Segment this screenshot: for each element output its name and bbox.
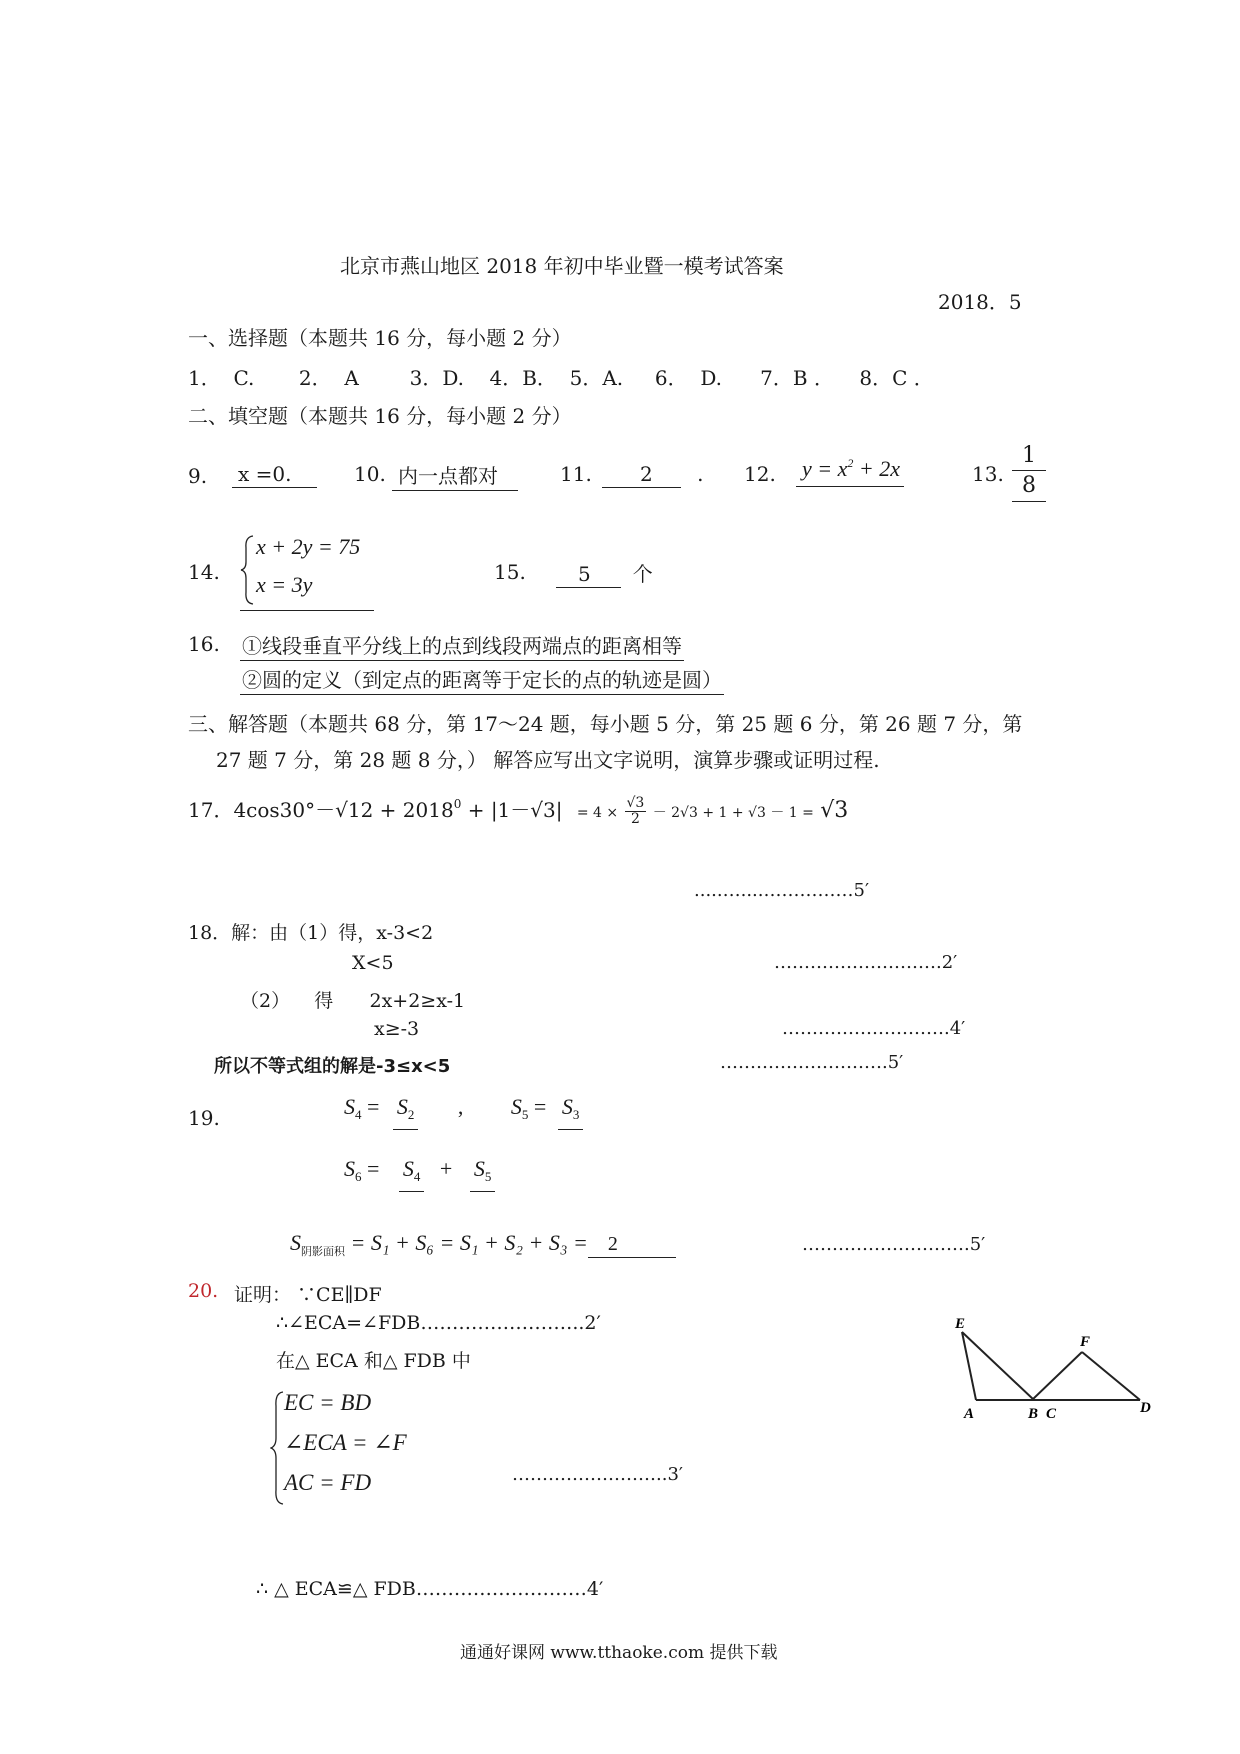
q10-answer bbox=[392, 460, 518, 491]
q11-answer bbox=[602, 462, 703, 488]
q16-line2-text: ②圆的定义（到定点的距离等于定长的点的轨迹是圆） bbox=[240, 664, 724, 695]
q11-end: . bbox=[697, 462, 704, 486]
q20-line2: ∴∠ECA=∠FDB……………………..2′ bbox=[276, 1312, 601, 1334]
q18-line2: X<5 bbox=[352, 952, 394, 974]
fig-label-a: A bbox=[964, 1406, 975, 1420]
q20-line1: 证明： ∵CE∥DF bbox=[234, 1284, 382, 1306]
q11-number: 11. bbox=[560, 462, 592, 486]
q12-answer bbox=[796, 456, 904, 487]
q19-s5b-sub: 5 bbox=[484, 1169, 492, 1184]
q9-answer-text: x =0. bbox=[232, 462, 317, 488]
q14-eq2: x = 3y bbox=[256, 572, 313, 597]
q19-eq-3: = bbox=[361, 1156, 385, 1181]
q14-eq1: x + 2y = 75 bbox=[256, 534, 361, 559]
fig-label-e: E bbox=[955, 1316, 966, 1332]
q19-comma: , bbox=[457, 1094, 464, 1119]
q16-number: 16. bbox=[188, 632, 220, 656]
q20-cond3: AC = FD bbox=[284, 1470, 372, 1495]
q18-score-4: ……………………….4′ bbox=[782, 1018, 966, 1039]
q18-line1: 18．解：由（1）得，x-3<2 bbox=[188, 922, 434, 944]
q17-rhs-a: = 4 × bbox=[576, 805, 619, 821]
q14-number: 14. bbox=[188, 560, 220, 584]
section-1-answers: 1． C. 2． A 3．D. 4．B． 5．A. 6． D. 7．B ． 8．C ． bbox=[188, 366, 934, 390]
q19-s4b-sub: 4 bbox=[413, 1169, 421, 1184]
q16-line1-text: ①线段垂直平分线上的点到线段两端点的距离相等 bbox=[240, 630, 684, 661]
q17-expression bbox=[188, 794, 848, 827]
q16-line1 bbox=[240, 630, 684, 661]
q15-number: 15. bbox=[494, 560, 526, 584]
q17-score: .....…....……………5′ bbox=[694, 880, 870, 901]
q18-line5: 所以不等式组的解是-3≤x<5 bbox=[214, 1056, 451, 1077]
q11-answer-text: 2 bbox=[602, 462, 681, 488]
q19-row1 bbox=[344, 1094, 583, 1130]
fig-label-f: F bbox=[1080, 1334, 1091, 1350]
q18-score-2: ……………………….2′ bbox=[774, 952, 958, 973]
q19-s6: S bbox=[344, 1156, 355, 1181]
q19-row2 bbox=[344, 1156, 495, 1192]
q19-last-expr: = S₁ + S₆ = S₁ + S₂ + S₃ = bbox=[345, 1230, 588, 1255]
q13-number: 13. bbox=[972, 462, 1004, 486]
q19-eq-2: = bbox=[528, 1094, 552, 1119]
q19-plus: + bbox=[439, 1156, 458, 1181]
q20-cond2: ∠ECA = ∠F bbox=[284, 1430, 407, 1455]
q19-s3-sub: 3 bbox=[572, 1107, 580, 1122]
q20-line3: 在△ ECA 和△ FDB 中 bbox=[276, 1350, 471, 1372]
q18-line3: （2） 得 2x+2≥x-1 bbox=[240, 990, 466, 1012]
q20-cond1: EC = BD bbox=[284, 1390, 372, 1415]
q17-lhs: 17．4cos30°－√12 + 2018 bbox=[188, 798, 454, 822]
q17-frac-num: √3 bbox=[626, 794, 645, 811]
fig-label-b: B bbox=[1028, 1406, 1039, 1420]
q10-number: 10. bbox=[354, 462, 386, 486]
document-date: 2018．5 bbox=[938, 290, 1022, 314]
q19-s5-sub: 5 bbox=[521, 1107, 529, 1122]
q18-score-5: ……………………….5′ bbox=[720, 1052, 904, 1073]
q12-rhs: + 2x bbox=[853, 456, 900, 481]
q12-sup: 2 bbox=[847, 456, 854, 470]
q12-number: 12. bbox=[744, 462, 776, 486]
q19-s2-sub: 2 bbox=[407, 1107, 415, 1122]
q19-number: 19. bbox=[188, 1106, 220, 1130]
q19-s4-sub: 4 bbox=[355, 1107, 362, 1122]
fig-label-c: C bbox=[1046, 1406, 1057, 1420]
q10-answer-text: 内一点都对 bbox=[392, 460, 518, 491]
q14-brace-icon bbox=[240, 534, 256, 606]
q15-unit: 个 bbox=[632, 562, 653, 586]
q12-lhs: y = x bbox=[802, 456, 848, 481]
fig-label-d: D bbox=[1140, 1400, 1151, 1416]
document-title: 北京市燕山地区 2018 年初中毕业暨一模考试答案 bbox=[340, 254, 784, 278]
q13-denominator: 8 bbox=[1012, 471, 1046, 502]
q19-row3 bbox=[290, 1230, 676, 1259]
section-3-heading-line1: 三、解答题（本题共 68 分，第 17～24 题，每小题 5 分，第 25 题 6 分，第 26 题 7 分，第 bbox=[188, 712, 1023, 736]
q19-last-ans: 2 bbox=[588, 1233, 676, 1258]
q13-answer bbox=[1012, 442, 1046, 502]
q18-line4: x≥-3 bbox=[374, 1018, 420, 1040]
q17-mid: + |1－√3| bbox=[461, 798, 563, 822]
q19-s4: S bbox=[344, 1094, 355, 1119]
q19-last-sub: 阴影面积 bbox=[301, 1246, 345, 1258]
q14-answer bbox=[240, 534, 374, 611]
q19-score: ……………………….5′ bbox=[802, 1234, 986, 1255]
q19-s3: S bbox=[561, 1094, 573, 1119]
q17-fraction bbox=[625, 796, 647, 828]
q9-number: 9. bbox=[188, 464, 208, 488]
section-3-heading-line2: 27 题 7 分，第 28 题 8 分，） 解答应写出文字说明，演算步骤或证明过程. bbox=[216, 748, 880, 772]
q20-line4: ∴ △ ECA≌△ FDB………………………4′ bbox=[256, 1578, 604, 1600]
q13-numerator: 1 bbox=[1012, 442, 1046, 471]
q15-answer bbox=[556, 558, 653, 588]
q19-s2: S bbox=[396, 1094, 408, 1119]
q17-sup: 0 bbox=[453, 797, 462, 811]
q16-line2 bbox=[240, 664, 724, 695]
q17-frac-den: 2 bbox=[630, 811, 640, 827]
q20-conditions bbox=[270, 1390, 470, 1508]
q20-score-3: ……………………..3′ bbox=[512, 1464, 683, 1485]
q19-eq-1: = bbox=[361, 1094, 385, 1119]
q9-answer bbox=[232, 462, 317, 488]
q15-answer-text: 5 bbox=[556, 562, 621, 588]
section-2-heading: 二、填空题（本题共 16 分，每小题 2 分） bbox=[188, 404, 572, 428]
q19-s5b: S bbox=[473, 1156, 485, 1181]
q19-last-s: S bbox=[290, 1230, 301, 1255]
q19-s6-sub: 6 bbox=[355, 1169, 362, 1184]
q19-s5: S bbox=[510, 1094, 522, 1119]
page-footer: 通通好课网 www.tthaoke.com 提供下载 bbox=[460, 1643, 778, 1663]
section-1-heading: 一、选择题（本题共 16 分，每小题 2 分） bbox=[188, 326, 572, 350]
q17-rhs-b: － 2√3 + 1 + √3 － 1 = bbox=[652, 805, 814, 821]
q20-number: 20. bbox=[188, 1280, 219, 1302]
q17-result: √3 bbox=[820, 798, 849, 823]
q19-s4b: S bbox=[402, 1156, 414, 1181]
triangle-figure bbox=[950, 1310, 1180, 1420]
